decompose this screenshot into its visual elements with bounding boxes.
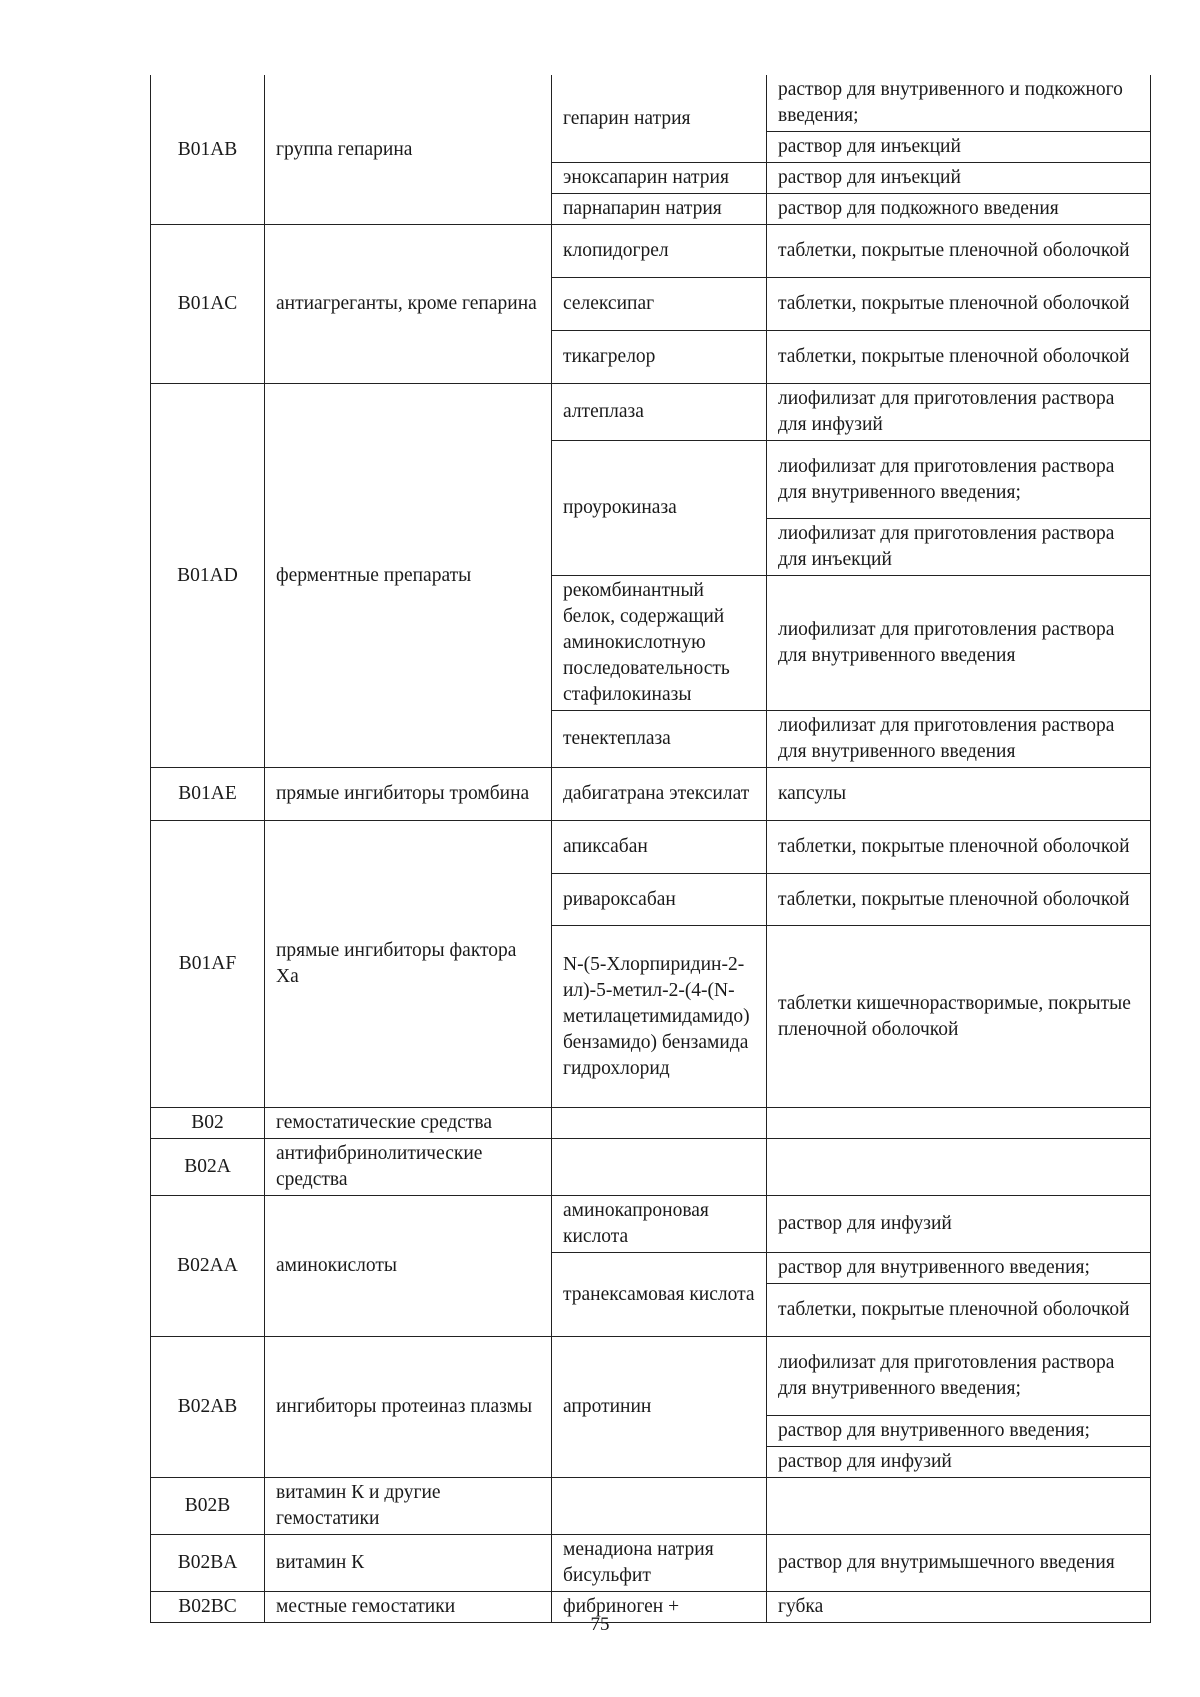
atc-code-cell: B01AD [151,384,265,768]
table-row [151,1196,1151,1253]
table-row [151,1337,1151,1416]
dosage-form-cell [767,1139,1151,1196]
dosage-form-cell: капсулы [767,768,1151,821]
table-row [151,75,1151,132]
dosage-form-cell: раствор для подкожного введения [767,194,1151,225]
dosage-form-cell: таблетки, покрытые пленочной оболочкой [767,278,1151,331]
table-row [151,768,1151,821]
atc-code-cell: B01AB [151,75,265,225]
dosage-form-cell: раствор для внутривенного введения; [767,1416,1151,1447]
group-name-cell: прямые ингибиторы фактора Ха [265,821,552,1108]
group-name-cell: местные гемостатики [265,1592,552,1623]
page-number: 75 [590,1614,610,1635]
dosage-form-cell: раствор для внутривенного введения; [767,1253,1151,1284]
drug-name-cell [552,1139,767,1196]
group-name-cell: антиагреганты, кроме гепарина [265,225,552,384]
dosage-form-cell: таблетки, покрытые пленочной оболочкой [767,874,1151,926]
drug-name-cell: транексамовая кислота [552,1253,767,1337]
drug-name-cell: фибриноген + [552,1592,767,1623]
group-name-cell: ингибиторы протеиназ плазмы [265,1337,552,1478]
atc-code-cell: B02AA [151,1196,265,1337]
drug-name-cell: клопидогрел [552,225,767,278]
dosage-form-cell: таблетки, покрытые пленочной оболочкой [767,225,1151,278]
group-name-cell: антифибринолитические средства [265,1139,552,1196]
atc-code-cell: B02 [151,1108,265,1139]
drug-name-cell: проурокиназа [552,441,767,576]
drug-name-cell: парнапарин натрия [552,194,767,225]
atc-code-cell: B02BA [151,1535,265,1592]
table-row [151,384,1151,441]
drug-name-cell: дабигатрана этексилат [552,768,767,821]
group-name-cell: витамин К [265,1535,552,1592]
drug-name-cell: рекомбинантный белок, содержащий аминокислотную последовательность стафилокиназы [552,576,767,711]
table-row [151,1535,1151,1592]
drug-name-cell: N-(5-Хлорпиридин-2-ил)-5-метил-2-(4-(N-метилацетимидамидо) бензамидо) бензамида гидрохлорид [552,926,767,1108]
drug-name-cell: менадиона натрия бисульфит [552,1535,767,1592]
dosage-form-cell: раствор для инфузий [767,1447,1151,1478]
dosage-form-cell: раствор для инфузий [767,1196,1151,1253]
dosage-form-cell: раствор для инъекций [767,163,1151,194]
dosage-form-cell: таблетки, покрытые пленочной оболочкой [767,331,1151,384]
drug-name-cell: гепарин натрия [552,75,767,163]
atc-code-cell: B02A [151,1139,265,1196]
dosage-form-cell: таблетки, покрытые пленочной оболочкой [767,821,1151,874]
group-name-cell: гемостатические средства [265,1108,552,1139]
dosage-form-cell: лиофилизат для приготовления раствора для внутривенного введения [767,576,1151,711]
dosage-form-cell: таблетки, покрытые пленочной оболочкой [767,1284,1151,1337]
atc-code-cell: B01AE [151,768,265,821]
drug-name-cell: ривароксабан [552,874,767,926]
drug-name-cell: апиксабан [552,821,767,874]
table-row [151,1139,1151,1196]
drug-name-cell: апротинин [552,1337,767,1478]
drug-table [150,75,1151,1623]
atc-code-cell: B01AC [151,225,265,384]
dosage-form-cell [767,1108,1151,1139]
atc-code-cell: B02AB [151,1337,265,1478]
table-row [151,1108,1151,1139]
dosage-form-cell [767,1478,1151,1535]
drug-name-cell: эноксапарин натрия [552,163,767,194]
dosage-form-cell: раствор для внутримышечного введения [767,1535,1151,1592]
dosage-form-cell: лиофилизат для приготовления раствора для внутривенного введения; [767,1337,1151,1416]
dosage-form-cell: лиофилизат для приготовления раствора для инъекций [767,519,1151,576]
drug-name-cell [552,1478,767,1535]
table-row [151,821,1151,874]
drug-name-cell: селексипаг [552,278,767,331]
dosage-form-cell: губка [767,1592,1151,1623]
atc-code-cell: B01AF [151,821,265,1108]
atc-code-cell: B02B [151,1478,265,1535]
group-name-cell: аминокислоты [265,1196,552,1337]
drug-name-cell [552,1108,767,1139]
group-name-cell: ферментные препараты [265,384,552,768]
table-row [151,1478,1151,1535]
dosage-form-cell: таблетки кишечнорастворимые, покрытые пленочной оболочкой [767,926,1151,1108]
dosage-form-cell: раствор для внутривенного и подкожного введения; [767,75,1151,132]
dosage-form-cell: раствор для инъекций [767,132,1151,163]
drug-name-cell: алтеплаза [552,384,767,441]
drug-name-cell: тенектеплаза [552,711,767,768]
group-name-cell: витамин К и другие гемостатики [265,1478,552,1535]
group-name-cell: группа гепарина [265,75,552,225]
drug-name-cell: тикагрелор [552,331,767,384]
dosage-form-cell: лиофилизат для приготовления раствора для внутривенного введения [767,711,1151,768]
table-row [151,225,1151,278]
atc-code-cell: B02BC [151,1592,265,1623]
group-name-cell: прямые ингибиторы тромбина [265,768,552,821]
dosage-form-cell: лиофилизат для приготовления раствора для инфузий [767,384,1151,441]
drug-name-cell: аминокапроновая кислота [552,1196,767,1253]
dosage-form-cell: лиофилизат для приготовления раствора для внутривенного введения; [767,441,1151,519]
